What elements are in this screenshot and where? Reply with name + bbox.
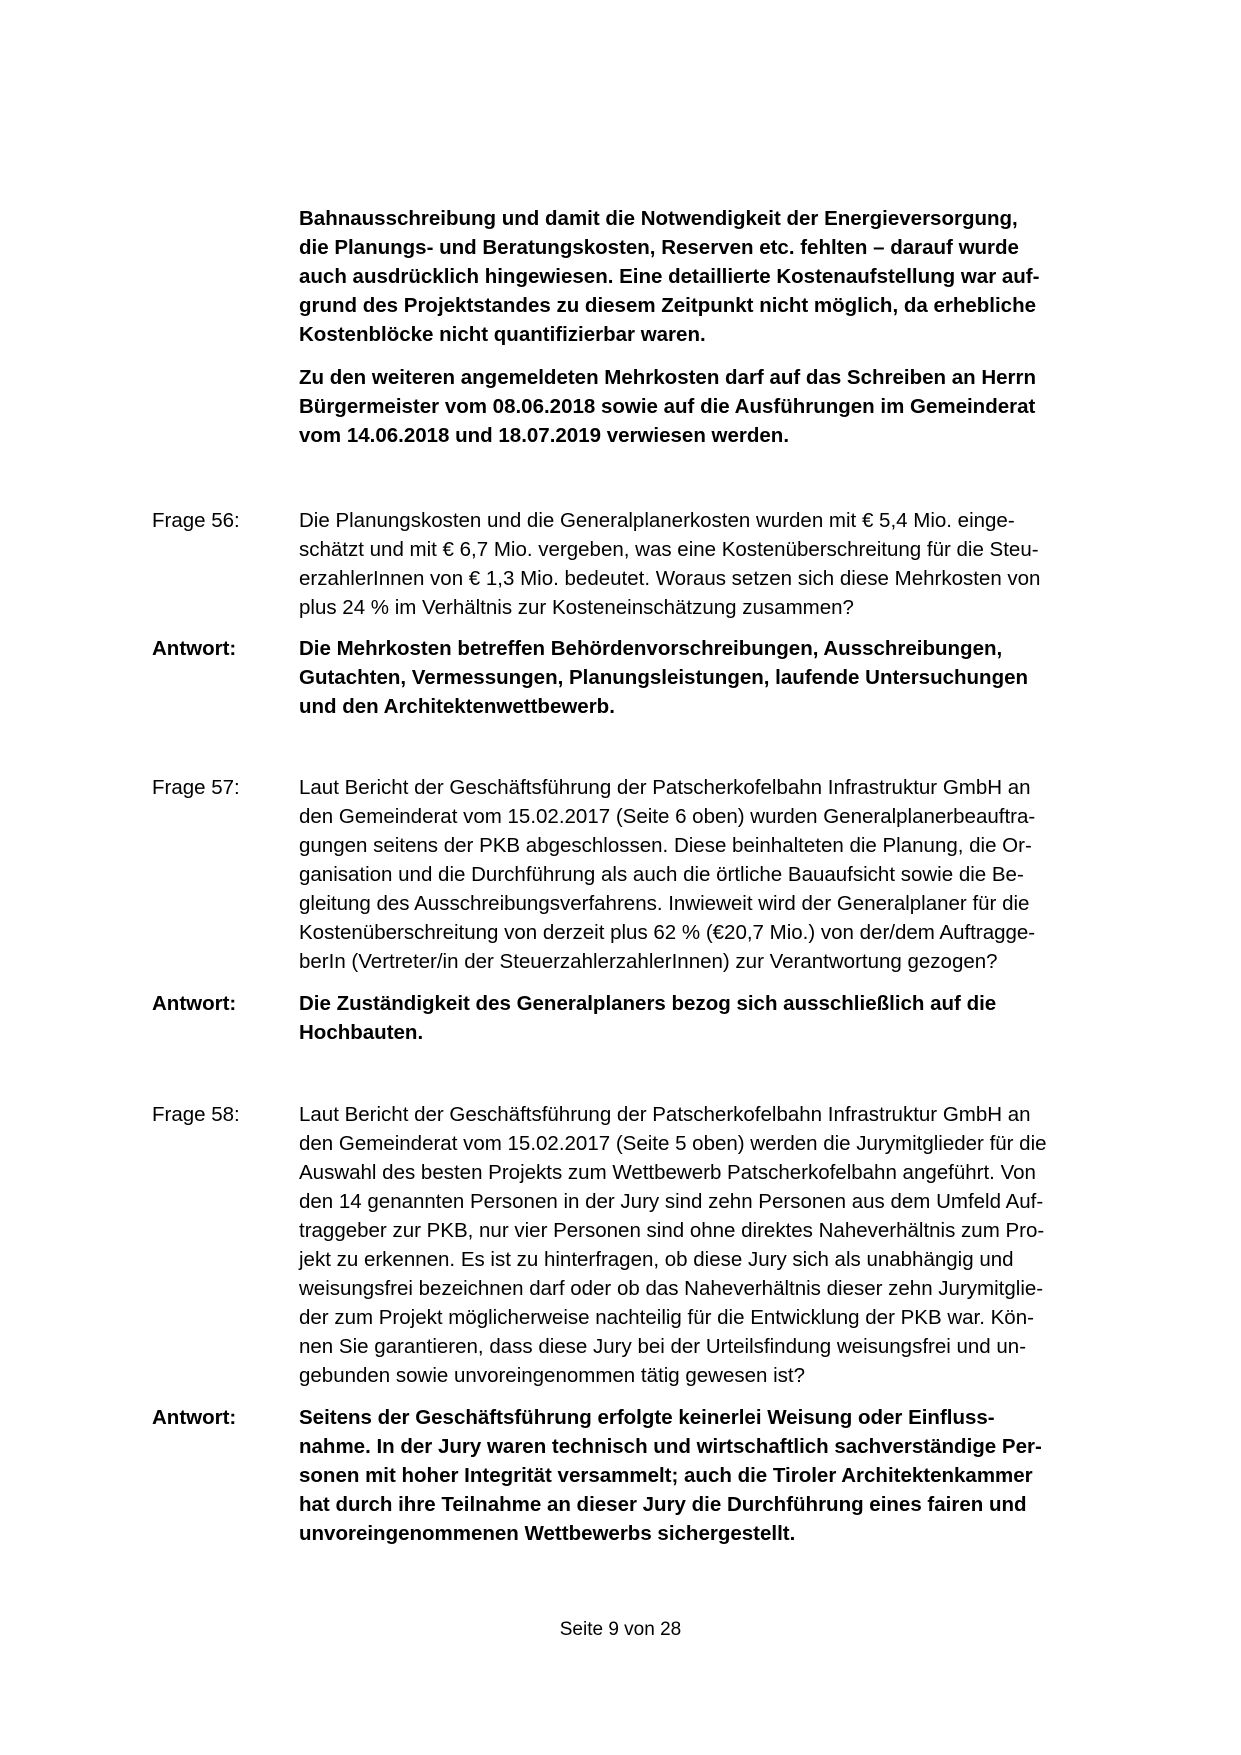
answer-56-text — [299, 634, 1137, 721]
text-line: Zu den weiteren angemeldeten Mehrkosten darf auf das Schreiben an Herrn — [299, 366, 1037, 389]
text-line: der zum Projekt möglicherweise nachteilig für die Entwicklung der PKB war. Kön- — [299, 1306, 1034, 1329]
question-56-text — [299, 506, 1137, 622]
text-line: den Gemeinderat vom 15.02.2017 (Seite 5 oben) werden die Jurymitglieder für die — [299, 1132, 1047, 1155]
text-line: gungen seitens der PKB abgeschlossen. Diese beinhalteten die Planung, die Or- — [299, 834, 1032, 857]
text-line: plus 24 % im Verhältnis zur Kosteneinschätzung zusammen? — [299, 596, 854, 619]
text-line: Die Zuständigkeit des Generalplaners bezog sich ausschließlich auf die — [299, 992, 997, 1015]
intro-paragraph-2 — [299, 363, 1137, 450]
text-line: grund des Projektstandes zu diesem Zeitpunkt nicht möglich, da erhebliche — [299, 294, 1036, 317]
text-line: ganisation und die Durchführung als auch die örtliche Bauaufsicht sowie die Be- — [299, 863, 1024, 886]
text-line: Die Mehrkosten betreffen Behördenvorschreibungen, Ausschreibungen, — [299, 637, 1003, 660]
text-line: sonen mit hoher Integrität versammelt; auch die Tiroler Architektenkammer — [299, 1464, 1033, 1487]
answer-58-label: Antwort: — [152, 1406, 237, 1429]
text-line: Auswahl des besten Projekts zum Wettbewerb Patscherkofelbahn angeführt. Von — [299, 1161, 1036, 1184]
answer-58-text — [299, 1403, 1137, 1548]
text-line: nahme. In der Jury waren technisch und wirtschaftlich sachverständige Per- — [299, 1435, 1042, 1458]
text-line: nen Sie garantieren, dass diese Jury bei der Urteilsfindung weisungsfrei und un- — [299, 1335, 1027, 1358]
question-58-label: Frage 58: — [152, 1103, 240, 1126]
page-number: Seite 9 von 28 — [559, 1619, 682, 1640]
text-line: Hochbauten. — [299, 1021, 424, 1044]
text-line: Kostenblöcke nicht quantifizierbar waren. — [299, 323, 706, 346]
question-57-label: Frage 57: — [152, 776, 240, 799]
question-58-text — [299, 1100, 1137, 1390]
text-line: die Planungs- und Beratungskosten, Reserven etc. fehlten – darauf wurde — [299, 236, 1019, 259]
text-line: jekt zu erkennen. Es ist zu hinterfragen, ob diese Jury sich als unabhängig und — [299, 1248, 1014, 1271]
text-line: Gutachten, Vermessungen, Planungsleistungen, laufende Untersuchungen — [299, 666, 1029, 689]
text-line: auch ausdrücklich hingewiesen. Eine detaillierte Kostenaufstellung war auf- — [299, 265, 1040, 288]
answer-57-text — [299, 989, 1137, 1047]
question-56-label: Frage 56: — [152, 509, 240, 532]
text-line: Bahnausschreibung und damit die Notwendigkeit der Energieversorgung, — [299, 207, 1018, 230]
text-line: erzahlerInnen von € 1,3 Mio. bedeutet. Woraus setzen sich diese Mehrkosten von — [299, 567, 1041, 590]
text-line: berIn (Vertreter/in der SteuerzahlerzahlerInnen) zur Verantwortung gezogen? — [299, 950, 998, 973]
text-line: schätzt und mit € 6,7 Mio. vergeben, was eine Kostenüberschreitung für die Steu- — [299, 538, 1039, 561]
answer-57-label: Antwort: — [152, 992, 237, 1015]
text-line: vom 14.06.2018 und 18.07.2019 verwiesen werden. — [299, 424, 790, 447]
intro-paragraph-1 — [299, 204, 1137, 349]
text-line: gleitung des Ausschreibungsverfahrens. Inwieweit wird der Generalplaner für die — [299, 892, 1030, 915]
text-line: Bürgermeister vom 08.06.2018 sowie auf die Ausführungen im Gemeinderat — [299, 395, 1036, 418]
text-line: weisungsfrei bezeichnen darf oder ob das Naheverhältnis dieser zehn Jurymitglie- — [299, 1277, 1044, 1300]
text-line: Seitens der Geschäftsführung erfolgte keinerlei Weisung oder Einfluss- — [299, 1406, 995, 1429]
text-line: und den Architektenwettbewerb. — [299, 695, 615, 718]
text-line: den 14 genannten Personen in der Jury sind zehn Personen aus dem Umfeld Auf- — [299, 1190, 1044, 1213]
text-line: hat durch ihre Teilnahme an dieser Jury die Durchführung eines fairen und — [299, 1493, 1027, 1516]
text-line: den Gemeinderat vom 15.02.2017 (Seite 6 oben) wurden Generalplanerbeauftra- — [299, 805, 1036, 828]
text-line: gebunden sowie unvoreingenommen tätig gewesen ist? — [299, 1364, 806, 1387]
text-line: Die Planungskosten und die Generalplanerkosten wurden mit € 5,4 Mio. einge- — [299, 509, 1015, 532]
text-line: unvoreingenommenen Wettbewerbs sichergestellt. — [299, 1522, 796, 1545]
text-line: Kostenüberschreitung von derzeit plus 62 % (€20,7 Mio.) von der/dem Auftragge- — [299, 921, 1036, 944]
answer-56-label: Antwort: — [152, 637, 237, 660]
text-line: traggeber zur PKB, nur vier Personen sind ohne direktes Naheverhältnis zum Pro- — [299, 1219, 1045, 1242]
question-57-text — [299, 773, 1137, 976]
text-line: Laut Bericht der Geschäftsführung der Patscherkofelbahn Infrastruktur GmbH an — [299, 1103, 1031, 1126]
text-line: Laut Bericht der Geschäftsführung der Patscherkofelbahn Infrastruktur GmbH an — [299, 776, 1031, 799]
